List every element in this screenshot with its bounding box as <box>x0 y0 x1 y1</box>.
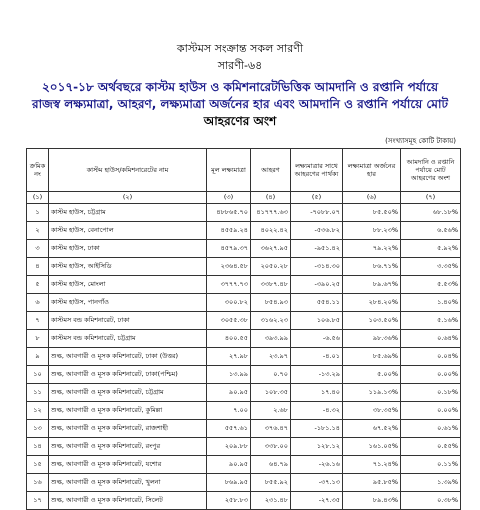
table-row <box>27 204 461 222</box>
serial-cell: ১৪ <box>27 438 49 456</box>
header-name: কাস্টম হাউস/কমিশনারেটের নাম <box>49 149 207 192</box>
collection-cell: ৩৩৮.০০ <box>251 438 291 456</box>
table-row <box>27 420 461 438</box>
achievement-rate-cell: ৮৬.৭১% <box>343 258 401 276</box>
table-row <box>27 240 461 258</box>
achievement-rate-cell: ১০৩.৫০% <box>343 312 401 330</box>
target-cell: ৪০০.৫৫ <box>207 330 251 348</box>
column-number: (৪) <box>251 192 291 204</box>
serial-cell: ৯ <box>27 348 49 366</box>
difference-cell: -৩৯০.২৫ <box>291 276 343 294</box>
name-cell: শুল্ক, আবগারী ও মূসক কমিশনারেট, চট্টগ্রাম <box>49 384 207 402</box>
target-cell: ২৫৮.৮৩ <box>207 492 251 510</box>
name-cell: শুল্ক, আবগারী ও মূসক কমিশনারেট, রাজশাহী <box>49 420 207 438</box>
serial-cell: ১৫ <box>27 456 49 474</box>
share-cell: ৫.১৬% <box>401 312 461 330</box>
name-cell: শুল্ক, আবগারী ও মূসক কমিশনারেট, ঢাকা(পশ্চিম) <box>49 366 207 384</box>
table-row <box>27 456 461 474</box>
collection-cell: ২.৬৮ <box>251 402 291 420</box>
share-cell: ৫.৯২% <box>401 240 461 258</box>
header-share: আমদানি ও রপ্তানি পর্যায়ে মোট আহরণের অংশ <box>401 149 461 192</box>
share-cell: ০.০০% <box>401 366 461 384</box>
achievement-rate-cell: ৩৮.৩৫% <box>343 402 401 420</box>
target-cell: ১৩.৯৯ <box>207 366 251 384</box>
collection-cell: ০.৭০ <box>251 366 291 384</box>
share-cell: ৩.৩৫% <box>401 258 461 276</box>
name-cell: কাস্টম হাউস, মোংলা <box>49 276 207 294</box>
header-achievement-rate: লক্ষ্যমাত্রা অর্জনের হার <box>343 149 401 192</box>
achievement-rate-cell: ৯৫.৮৫% <box>343 474 401 492</box>
share-cell: ৫.৫৩% <box>401 276 461 294</box>
column-number: (৭) <box>401 192 461 204</box>
name-cell: শুল্ক, আবগারী ও মূসক কমিশনারেট, সিলেট <box>49 492 207 510</box>
name-cell: কাস্টম হাউস, ঢাকা <box>49 240 207 258</box>
achievement-rate-cell: ৮৫.৬৯% <box>343 348 401 366</box>
target-cell: ৩০০.৮২ <box>207 294 251 312</box>
serial-cell: ১ <box>27 204 49 222</box>
name-cell: শুল্ক, আবগারী ও মূসক কমিশনারেট, ঢাকা (উত্তর) <box>49 348 207 366</box>
header-collection: আহরণ <box>251 149 291 192</box>
achievement-rate-cell: ৫.০০% <box>343 366 401 384</box>
target-cell: ২৭.৯৮ <box>207 348 251 366</box>
difference-cell: ৫৫৪.১১ <box>291 294 343 312</box>
share-cell: ০.০৪% <box>401 348 461 366</box>
table-title-line-1: ২০১৭-১৮ অর্থবছরে কাস্টম হাউস ও কমিশনারেটভিত্তিক আমদানি ও রপ্তানি পর্যায়ে <box>41 80 439 94</box>
table-row <box>27 312 461 330</box>
serial-cell: ১২ <box>27 402 49 420</box>
difference-cell: -৬.৫৬ <box>291 330 343 348</box>
target-cell: ৪৫৫৯.২৪ <box>207 222 251 240</box>
name-cell: শুল্ক, আবগারী ও মূসক কমিশনারেট, যশোর <box>49 456 207 474</box>
collection-cell: ৮৫৫.৯২ <box>251 474 291 492</box>
column-number: (১) <box>27 192 49 204</box>
difference-cell: ১৭.৪০ <box>291 384 343 402</box>
serial-cell: ৬ <box>27 294 49 312</box>
page-header: কাস্টমস সংক্রান্ত সকল সারণী <box>176 42 304 55</box>
share-cell: ০.৬৪% <box>401 330 461 348</box>
difference-cell: -৯৫১.৪২ <box>291 240 343 258</box>
collection-cell: ৩৬২৭.৯৫ <box>251 240 291 258</box>
table-row <box>27 330 461 348</box>
table-row <box>27 222 461 240</box>
collection-cell: ৪০২২.৪২ <box>251 222 291 240</box>
header-difference: লক্ষ্যমাত্রার সাথে আহরণের পার্থক্য <box>291 149 343 192</box>
table-title-line-2: রাজস্ব লক্ষ্যমাত্রা, আহরণ, লক্ষ্যমাত্রা অর্জনের হার এবং আমদানি ও রপ্তানি পর্যায়ে মোট <box>32 97 448 111</box>
table-number: সারণী-৬৪ <box>217 59 263 72</box>
table-header-row <box>27 149 461 192</box>
name-cell: কাস্টম হাউস, পানগাঁও <box>49 294 207 312</box>
serial-cell: ৮ <box>27 330 49 348</box>
collection-cell: ৩৯৩.৯৯ <box>251 330 291 348</box>
share-cell: ১.৪০% <box>401 294 461 312</box>
difference-cell: -৪.০১ <box>291 348 343 366</box>
unit-note: (সংখ্যাসমূহ কোটি টাকায়) <box>385 137 456 145</box>
name-cell: শুল্ক, আবগারী ও মূসক কমিশনারেট, কুমিল্লা <box>49 402 207 420</box>
difference-cell: ১২৮.১২ <box>291 438 343 456</box>
table-row <box>27 366 461 384</box>
difference-cell: -২৭.৩৫ <box>291 492 343 510</box>
achievement-rate-cell: ২৮৪.২০% <box>343 294 401 312</box>
difference-cell: -৩৭.১৩ <box>291 474 343 492</box>
table-row <box>27 276 461 294</box>
serial-cell: ৫ <box>27 276 49 294</box>
serial-cell: ১১ <box>27 384 49 402</box>
serial-cell: ৭ <box>27 312 49 330</box>
column-number: (৫) <box>291 192 343 204</box>
share-cell: ০.৬১% <box>401 420 461 438</box>
target-cell: ৪৮৮৬৫.৭০ <box>207 204 251 222</box>
table-row <box>27 294 461 312</box>
collection-cell: ৩৭৬.৪৭ <box>251 420 291 438</box>
achievement-rate-cell: ৮৯.৪৩% <box>343 492 401 510</box>
target-cell: ৩৭৭৭.৭৩ <box>207 276 251 294</box>
share-cell: ০.১১% <box>401 456 461 474</box>
achievement-rate-cell: ৭১.২৪% <box>343 456 401 474</box>
share-cell: ০.৩৮% <box>401 492 461 510</box>
table-row <box>27 438 461 456</box>
target-cell: ৪৫৭৯.৩৭ <box>207 240 251 258</box>
difference-cell: -২৬.১৬ <box>291 456 343 474</box>
target-cell: ৩০৫৫.৩৮ <box>207 312 251 330</box>
table-row <box>27 402 461 420</box>
column-number: (৩) <box>207 192 251 204</box>
table-row <box>27 384 461 402</box>
column-number: (৬) <box>343 192 401 204</box>
achievement-rate-cell: ১৬১.০৫% <box>343 438 401 456</box>
collection-cell: ২৩.৯৭ <box>251 348 291 366</box>
name-cell: শুল্ক, আবগারী ও মূসক কমিশনারেট, খুলনা <box>49 474 207 492</box>
serial-cell: ১৩ <box>27 420 49 438</box>
table-row <box>27 348 461 366</box>
serial-cell: ৪ <box>27 258 49 276</box>
target-cell: ৯০.৯৫ <box>207 384 251 402</box>
target-cell: ২৩৬৪.৫৮ <box>207 258 251 276</box>
target-cell: ২০৯.৮৮ <box>207 438 251 456</box>
serial-cell: ১০ <box>27 366 49 384</box>
share-cell: ০.১৮% <box>401 384 461 402</box>
collection-cell: ১০৮.৩৫ <box>251 384 291 402</box>
collection-cell: ৪১৭৭৭.৬৩ <box>251 204 291 222</box>
name-cell: কাস্টম হাউস, চট্টগ্রাম <box>49 204 207 222</box>
difference-cell: -১৮১.১৪ <box>291 420 343 438</box>
achievement-rate-cell: ১১৯.১৩% <box>343 384 401 402</box>
table-body <box>27 204 461 510</box>
difference-cell: -৫৩৬.৮২ <box>291 222 343 240</box>
table-title-line-3: আহরণের অংশ <box>203 114 277 128</box>
target-cell: ৮৬৯.৯৫ <box>207 474 251 492</box>
target-cell: ৫৫৭.৬১ <box>207 420 251 438</box>
achievement-rate-cell: ৮৮.২৩% <box>343 222 401 240</box>
target-cell: ৭.০০ <box>207 402 251 420</box>
share-cell: ৬৮.১৮% <box>401 204 461 222</box>
table-row <box>27 474 461 492</box>
difference-cell: -৩১৪.৩০ <box>291 258 343 276</box>
collection-cell: ২৩১.৪৮ <box>251 492 291 510</box>
collection-cell: ৩৩৮৭.৪৮ <box>251 276 291 294</box>
difference-cell: -৪.৩২ <box>291 402 343 420</box>
name-cell: শুল্ক, আবগারী ও মূসক কমিশনারেট, রংপুর <box>49 438 207 456</box>
column-number-row <box>27 192 461 204</box>
name-cell: কাস্টম হাউস, আইসিডি <box>49 258 207 276</box>
collection-cell: ৬৪.৭৯ <box>251 456 291 474</box>
difference-cell: -৭০৮৮.০৭ <box>291 204 343 222</box>
share-cell: ০.০০% <box>401 402 461 420</box>
name-cell: কাস্টমস বন্ড কমিশনারেট, ঢাকা <box>49 312 207 330</box>
name-cell: কাস্টম হাউস, বেনাপোল <box>49 222 207 240</box>
difference-cell: -১৩.২৯ <box>291 366 343 384</box>
serial-cell: ৩ <box>27 240 49 258</box>
collection-cell: ৮৫৪.৯৩ <box>251 294 291 312</box>
share-cell: ১.৩৯% <box>401 474 461 492</box>
achievement-rate-cell: ৭৯.২২% <box>343 240 401 258</box>
revenue-table <box>26 148 461 510</box>
achievement-rate-cell: ৮৫.৫০% <box>343 204 401 222</box>
achievement-rate-cell: ৮৯.৬৭% <box>343 276 401 294</box>
column-number: (২) <box>49 192 207 204</box>
header-serial: ক্রমিক নং <box>27 149 49 192</box>
collection-cell: ২০৫০.২৮ <box>251 258 291 276</box>
serial-cell: ১৭ <box>27 492 49 510</box>
target-cell: ৯০.৯৫ <box>207 456 251 474</box>
serial-cell: ২ <box>27 222 49 240</box>
difference-cell: ১০৬.৮৫ <box>291 312 343 330</box>
achievement-rate-cell: ৯৮.৩৬% <box>343 330 401 348</box>
share-cell: ৬.৫৬% <box>401 222 461 240</box>
share-cell: ০.৫৫% <box>401 438 461 456</box>
achievement-rate-cell: ৬৭.৫২% <box>343 420 401 438</box>
table-row <box>27 258 461 276</box>
collection-cell: ৩১৬২.২৩ <box>251 312 291 330</box>
header-target: মূল লক্ষ্যমাত্রা <box>207 149 251 192</box>
table-row <box>27 492 461 510</box>
serial-cell: ১৬ <box>27 474 49 492</box>
name-cell: কাস্টমস বন্ড কমিশনারেট, চট্টগ্রাম <box>49 330 207 348</box>
